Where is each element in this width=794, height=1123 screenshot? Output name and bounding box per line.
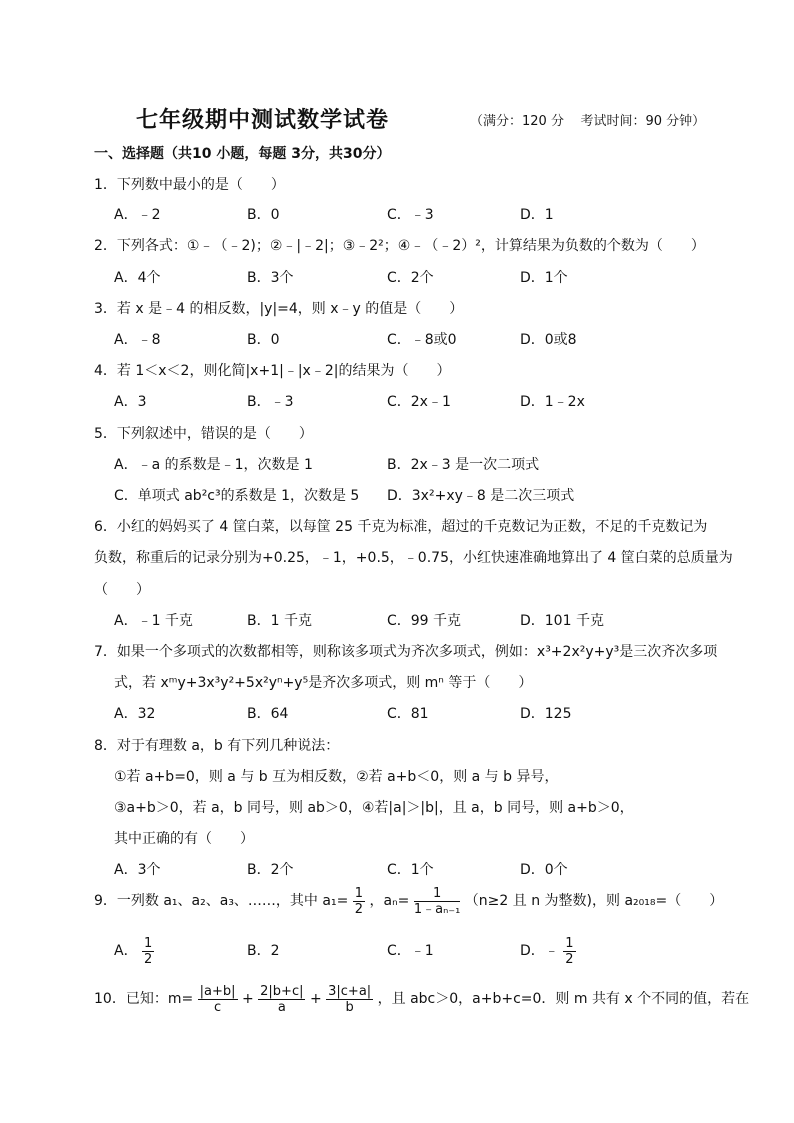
- q9-f2-numerator: 1: [414, 886, 461, 902]
- q4-option-d: D．1﹣2x: [520, 394, 585, 410]
- q7-option-c: C．81: [387, 706, 429, 722]
- q10-f1-numerator: |a+b|: [199, 983, 236, 999]
- q3-option-a: A．﹣8: [114, 332, 161, 348]
- question-8-line-3: ③a+b＞0，若 a，b 同号，则 ab＞0，④若|a|＞|b|，且 a，b 同号，则 a+b＞0，: [114, 800, 634, 816]
- exam-meta: （满分：120 分 考试时间：90 分钟）: [470, 114, 706, 129]
- q9-d-denominator: 2: [565, 951, 574, 967]
- question-7-line-2: 式，若 xᵐy+3x³y²+5x²yⁿ+y⁵是齐次多项式，则 mⁿ 等于（ ）: [114, 675, 533, 691]
- q9-text-mid: ，aₙ=: [369, 893, 410, 909]
- q10-fraction-2: [258, 984, 305, 1015]
- q8-option-b: B．2个: [247, 862, 294, 878]
- q5-option-c: C．单项式 ab²c³的系数是 1，次数是 5: [114, 488, 360, 504]
- q9-f2-denominator: 1﹣aₙ₋₁: [413, 901, 461, 917]
- q10-text-post: ，且 abc＞0，a+b+c=0．则 m 共有 x 个不同的值，若在: [377, 991, 750, 1007]
- q9-f1-denominator: 2: [354, 901, 364, 917]
- q10-f2-denominator: a: [277, 999, 286, 1015]
- q10-f3-numerator: 3|c+a|: [328, 983, 372, 999]
- question-5-stem: 5．下列叙述中，错误的是（ ）: [94, 426, 313, 442]
- q8-option-a: A．3个: [114, 862, 161, 878]
- q4-option-c: C．2x﹣1: [387, 394, 451, 410]
- q6-option-a: A．﹣1 千克: [114, 613, 193, 629]
- q9-f1-numerator: 1: [354, 885, 364, 901]
- q4-option-a: A．3: [114, 394, 147, 410]
- q9-option-d: [520, 934, 576, 968]
- q9-text-pre: 9．一列数 a₁、a₂、a₃、……，其中 a₁=: [94, 893, 349, 909]
- q2-option-b: B．3个: [247, 270, 294, 286]
- question-8-line-2: ①若 a+b=0，则 a 与 b 互为相反数，②若 a+b＜0，则 a 与 b 异号，: [114, 769, 559, 785]
- q10-f1-denominator: c: [214, 999, 222, 1015]
- question-3-stem: 3．若 x 是﹣4 的相反数，|y|=4，则 x﹣y 的值是（ ）: [94, 301, 464, 317]
- q10-fraction-3: [326, 984, 373, 1015]
- question-7-line-1: 7．如果一个多项式的次数都相等，则称该多项式为齐次多项式，例如：x³+2x²y+y³是三次齐次多项: [94, 644, 718, 660]
- q8-option-d: D．0个: [520, 862, 568, 878]
- q8-option-c: C．1个: [387, 862, 434, 878]
- question-6-line-3: （ ）: [94, 582, 150, 598]
- q3-option-c: C．﹣8或0: [387, 332, 457, 348]
- q10-plus-1: +: [241, 991, 254, 1007]
- q1-option-d: D．1: [520, 207, 554, 223]
- q10-text-pre: 10．已知：m=: [94, 991, 194, 1007]
- q5-option-b: B．2x﹣3 是一次二项式: [387, 457, 540, 473]
- question-8-line-4: 其中正确的有（ ）: [114, 831, 254, 847]
- q9-fraction-a1: [353, 886, 365, 917]
- q9-option-c: C．﹣1: [387, 943, 434, 959]
- q1-option-c: C．﹣3: [387, 207, 434, 223]
- exam-title: 七年级期中测试数学试卷: [136, 107, 390, 133]
- q3-option-b: B．0: [247, 332, 280, 348]
- q2-option-a: A．4个: [114, 270, 161, 286]
- q4-option-b: B．﹣3: [247, 394, 294, 410]
- section-heading: 一、选择题（共10 小题，每题 3分，共30分）: [94, 146, 391, 162]
- question-6-line-2: 负数，称重后的记录分别为+0.25，﹣1，+0.5，﹣0.75，小红快速准确地算出了 4 筐白菜的总质量为: [94, 550, 733, 566]
- q7-option-b: B．64: [247, 706, 289, 722]
- q9-d-fraction: [563, 936, 575, 967]
- q9-a-fraction: [142, 936, 154, 967]
- q2-option-c: C．2个: [387, 270, 434, 286]
- q1-option-b: B．0: [247, 207, 280, 223]
- q9-text-post: （n≥2 且 n 为整数)，则 a₂₀₁₈=（ ）: [464, 893, 724, 909]
- q5-option-d: D．3x²+xy﹣8 是二次三项式: [387, 488, 575, 504]
- q10-f3-denominator: b: [345, 999, 354, 1015]
- question-4-stem: 4．若 1＜x＜2，则化简|x+1|﹣|x﹣2|的结果为（ ）: [94, 363, 451, 379]
- q7-option-d: D．125: [520, 706, 572, 722]
- q7-option-a: A．32: [114, 706, 156, 722]
- q9-d-label: D．﹣: [520, 943, 559, 959]
- q6-option-c: C．99 千克: [387, 613, 462, 629]
- q2-option-d: D．1个: [520, 270, 568, 286]
- q10-fraction-1: [198, 984, 238, 1015]
- q6-option-b: B．1 千克: [247, 613, 312, 629]
- q5-option-a: A．﹣a 的系数是﹣1，次数是 1: [114, 457, 313, 473]
- q9-a-label: A．: [114, 943, 138, 959]
- q3-option-d: D．0或8: [520, 332, 577, 348]
- question-8-line-1: 8．对于有理数 a，b 有下列几种说法：: [94, 738, 340, 754]
- q9-a-denominator: 2: [144, 951, 153, 967]
- q6-option-d: D．101 千克: [520, 613, 604, 629]
- question-1-stem: 1．下列数中最小的是（ ）: [94, 177, 285, 193]
- q9-fraction-an: [414, 886, 461, 917]
- q9-option-b: B．2: [247, 943, 280, 959]
- question-2-stem: 2．下列各式：①﹣（﹣2)；②﹣|﹣2|；③﹣2²；④﹣（﹣2）²，计算结果为负数的个数为（ ）: [94, 238, 705, 254]
- q9-d-numerator: 1: [565, 935, 574, 951]
- q9-option-a: [114, 934, 154, 968]
- q1-option-a: A．﹣2: [114, 207, 161, 223]
- question-10-stem: [94, 982, 749, 1016]
- question-6-line-1: 6．小红的妈妈买了 4 筐白菜，以每筐 25 千克为标准，超过的千克数记为正数，不足的千克数记为: [94, 519, 708, 535]
- q9-a-numerator: 1: [144, 935, 153, 951]
- question-9-stem: [94, 884, 723, 918]
- q10-plus-2: +: [309, 991, 322, 1007]
- q10-f2-numerator: 2|b+c|: [260, 983, 304, 999]
